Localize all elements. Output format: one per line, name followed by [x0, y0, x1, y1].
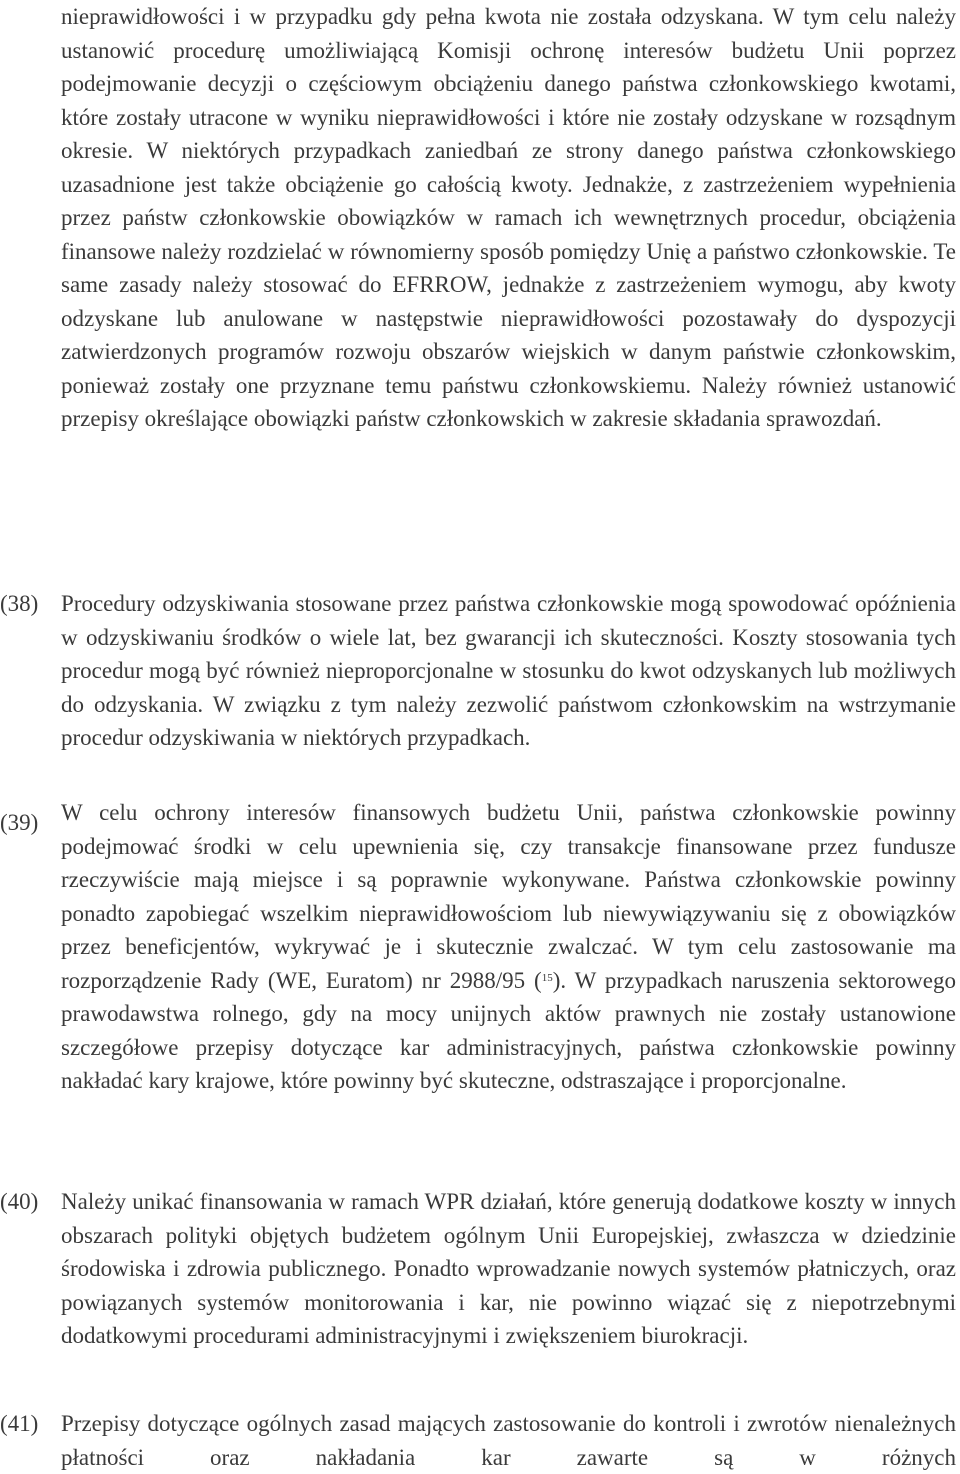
paragraph-39-text-before: W celu ochrony interesów finansowych budżetu Unii, państwa członkowskie powinny podejmować środki w celu upewnienia się, czy transakcje finansowane przez fundusze rzeczywiście mają miejsce i są poprawnie wykonywane. Państwa członkowskie powinny ponadto zapobiegać wszelkim nieprawidłowościom lub niewywiązywaniu się z obowiązków przez beneficjentów, wykrywać je i skutecznie zwalczać. W tym celu zastosowanie ma rozporządzenie Rady (WE, Euratom) nr 2988/95 ( — [61, 800, 956, 993]
paragraph-39-text-after: ). W przypadkach naruszenia sektorowego prawodawstwa rolnego, gdy na mocy unijnych aktów prawnych nie zostały ustanowione szczegółowe przepisy dotyczące kar administracyjnych, państwa członkowskie powinny nakładać kary krajowe, które powinny być skuteczne, odstraszające i proporcjonalne. — [61, 967, 957, 1093]
paragraph-37-continuation: nieprawidłowości i w przypadku gdy pełna kwota nie została odzyskana. W tym celu należy ustanowić procedurę umożliwiającą Komisji ochronę interesów budżetu Unii poprzez podejmowanie decyzji o częściowym obciążeniu danego państwa członkowskiego kwotami, które zostały utracone w wyniku nieprawidłowości i które nie zostały odzyskane w rozsądnym okresie. W niektórych przypadkach zaniedbań ze strony danego państwa członkowskiego uzasadnione jest także obciążenie go całością kwoty. Jednakże, z zastrzeżeniem wypełnienia przez państw członkowskie obowiązków w ramach ich wewnętrznych procedur, obciążenia finansowe należy rozdzielać w równomierny sposób pomiędzy Unię a państwo członkowskie. Te same zasady należy stosować do EFRROW, jednakże z zastrzeżeniem wymogu, aby kwoty odzyskane lub anulowane w następstwie nieprawidłowości pozostawały do dyspozycji zatwierdzonych programów rozwoju obszarów wiejskich w danym państwie członkowskim, ponieważ zostały one przyznane temu państwu członkowskiemu. Należy również ustanowić przepisy określające obowiązki państw członkowskich w zakresie składania sprawozdań. — [61, 4, 956, 431]
paragraph-number-40: (40) — [0, 1189, 39, 1214]
paragraph-41: Przepisy dotyczące ogólnych zasad mających zastosowanie do kontroli i zwrotów nienależnych płatności oraz nakładania kar zawarte są w różnych — [61, 1411, 956, 1470]
paragraph-number-41: (41) — [0, 1411, 39, 1436]
paragraph-40: Należy unikać finansowania w ramach WPR działań, które generują dodatkowe koszty w innych obszarach polityki objętych budżetem ogólnym Unii Europejskiej, zwłaszcza w dziedzinie środowiska i zdrowia publicznego. Ponadto wprowadzanie nowych systemów płatniczych, oraz powiązanych systemów monitorowania i kar, nie powinno wiązać się z niepotrzebnymi dodatkowymi procedurami administracyjnymi i zwiększeniem biurokracji. — [61, 1189, 956, 1348]
paragraph-39 — [61, 796, 956, 1098]
paragraph-38: Procedury odzyskiwania stosowane przez państwa członkowskie mogą spowodować opóźnienia w odzyskiwaniu środków o wiele lat, bez gwarancji ich skuteczności. Koszty stosowania tych procedur mogą być również nieproporcjonalne w stosunku do kwot odzyskanych lub możliwych do odzyskania. W związku z tym należy zezwolić państwom członkowskim na wstrzymanie procedur odzyskiwania w niektórych przypadkach. — [61, 591, 956, 750]
paragraph-number-39: (39) — [0, 810, 39, 835]
footnote-reference[interactable]: 15 — [541, 971, 553, 984]
paragraph-number-38: (38) — [0, 591, 39, 616]
